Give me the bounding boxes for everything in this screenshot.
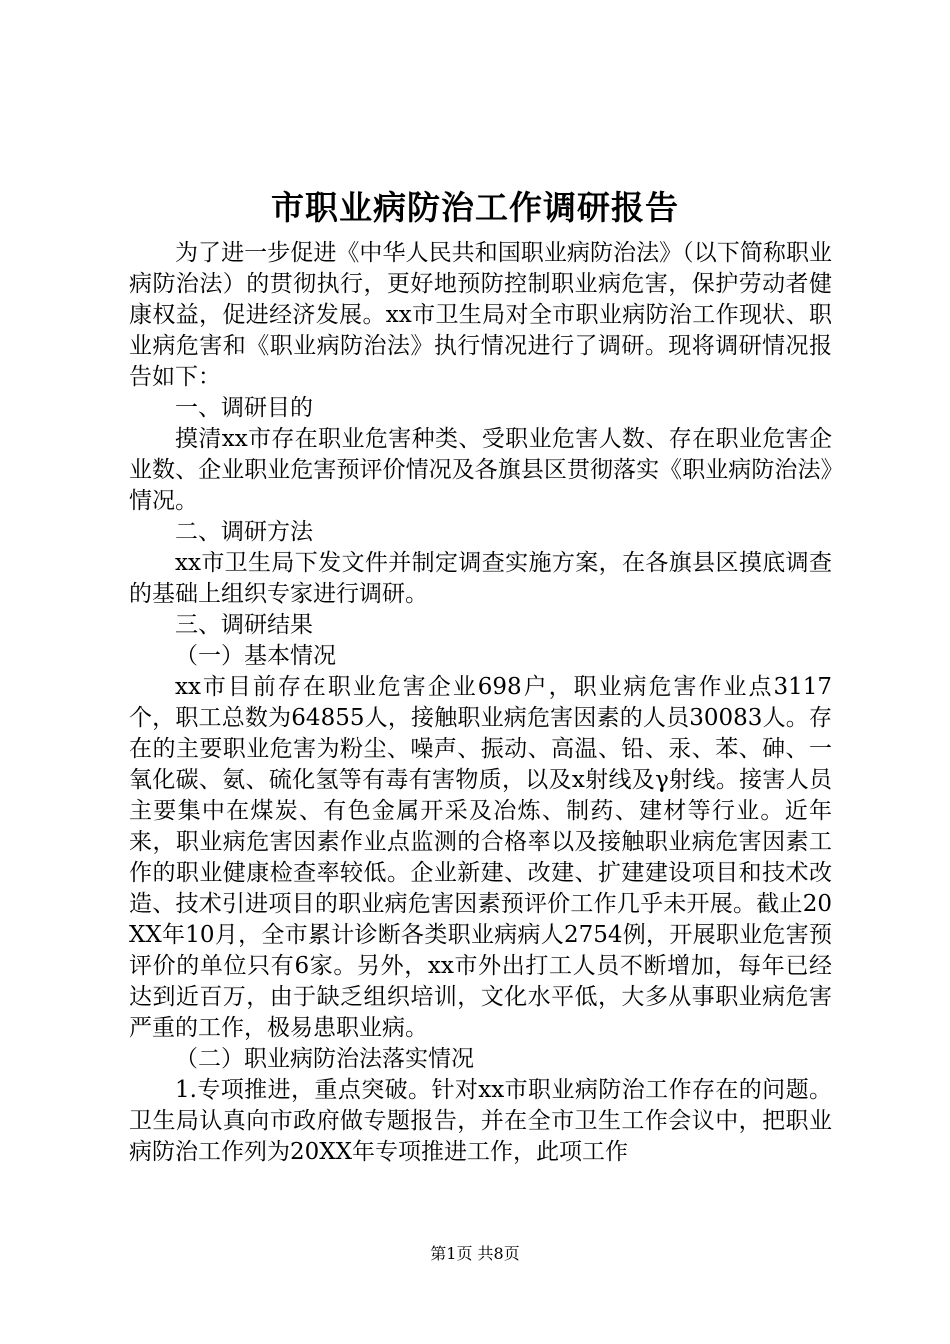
page-footer: 第1页 共8页 bbox=[430, 1244, 520, 1263]
paragraph-intro: 为了进一步促进《中华人民共和国职业病防治法》（以下简称职业病防治法）的贯彻执行，更好地预防控制职业病危害，保护劳动者健康权益，促进经济发展。xx市卫生局对全市职业病防治工作现状、职业病危害和《职业病防治法》执行情况进行了调研。现将调研情况报告如下： bbox=[129, 240, 832, 390]
section-heading-purpose: 一、调研目的 bbox=[175, 395, 313, 421]
document-body bbox=[129, 238, 832, 1168]
paragraph-implementation: 1.专项推进，重点突破。针对xx市职业病防治工作存在的问题。卫生局认真向市政府做专题报告，并在全市卫生工作会议中，把职业病防治工作列为20XX年专项推进工作，此项工作 bbox=[129, 1077, 832, 1165]
paragraph-basic-situation: xx市目前存在职业危害企业698户，职业病危害作业点3117个，职工总数为64855人，接触职业病危害因素的人员30083人。存在的主要职业危害为粉尘、噪声、振动、高温、铅、汞、苯、砷、一氧化碳、氨、硫化氢等有毒有害物质，以及x射线及γ射线。接害人员主要集中在煤炭、有色金属开采及冶炼、制药、建材等行业。近年来，职业病危害因素作业点监测的合格率以及接触职业病危害因素工作的职业健康检查率较低。企业新建、改建、扩建建设项目和技术改造、技术引进项目的职业病危害因素预评价工作几乎未开展。截止20XX年10月，全市累计诊断各类职业病病人2754例，开展职业危害预评价的单位只有6家。另外，xx市外出打工人员不断增加，每年已经达到近百万，由于缺乏组织培训，文化水平低，大多从事职业病危害严重的工作，极易患职业病。 bbox=[129, 674, 832, 1041]
paragraph-purpose: 摸清xx市存在职业危害种类、受职业危害人数、存在职业危害企业数、企业职业危害预评价情况及各旗县区贯彻落实《职业病防治法》情况。 bbox=[129, 426, 832, 514]
section-heading-method: 二、调研方法 bbox=[175, 519, 313, 545]
subsection-heading-basic: （一）基本情况 bbox=[175, 643, 336, 669]
paragraph-method: xx市卫生局下发文件并制定调查实施方案，在各旗县区摸底调查的基础上组织专家进行调研。 bbox=[129, 550, 832, 607]
subsection-heading-implementation: （二）职业病防治法落实情况 bbox=[175, 1046, 474, 1072]
section-heading-results: 三、调研结果 bbox=[175, 612, 313, 638]
document-title: 市职业病防治工作调研报告 bbox=[271, 188, 679, 227]
